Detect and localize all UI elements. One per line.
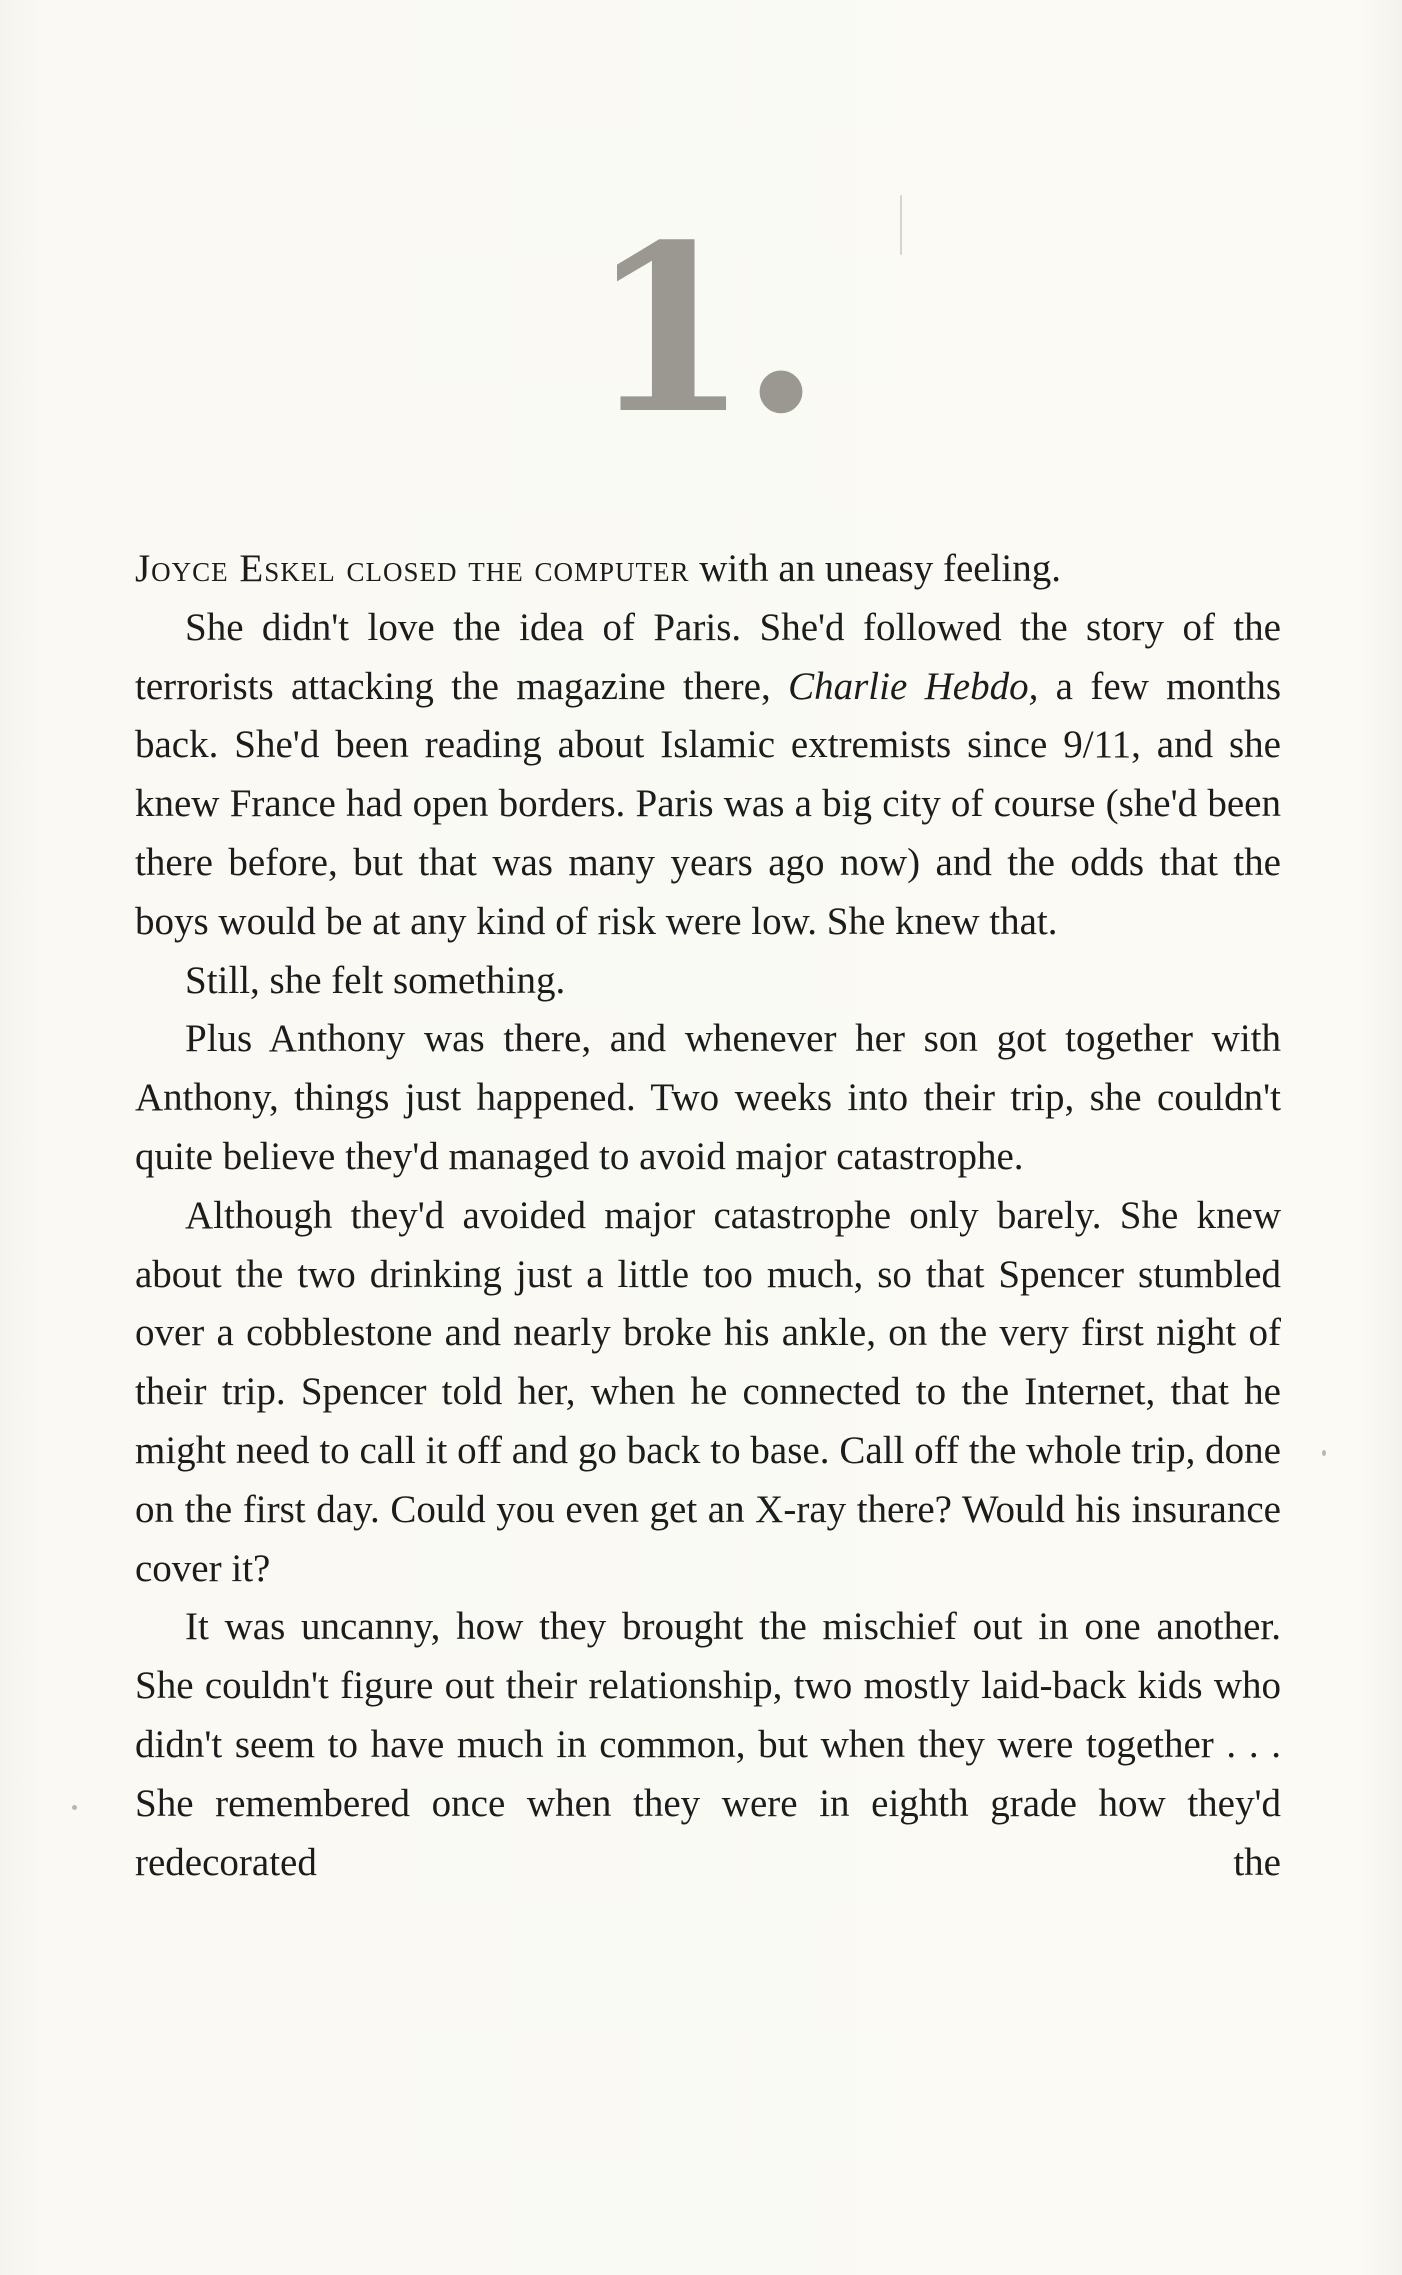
paragraph-4: Plus Anthony was there, and whenever her son got together with Anthony, things just happened. Two weeks into their trip, she couldn't quite believe they'd managed to avoid major catastrophe.: [135, 1017, 1281, 1178]
paragraph-3: Still, she felt something.: [185, 958, 566, 1002]
paragraph-6: It was uncanny, how they brought the mischief out in one another. She couldn't figure out their relationship, two mostly laid-back kids who didn't seem to have much in common, but when they were together . . . She remembered once when they were in eighth grade how they'd redecorated the: [135, 1605, 1281, 1884]
paper-speck: [900, 195, 902, 255]
magazine-title: Charlie Hebdo,: [788, 664, 1039, 708]
small-caps-lead-in: Joyce Eskel closed the computer: [135, 547, 690, 590]
paper-speck: [72, 1805, 77, 1810]
paper-speck: [1322, 1450, 1326, 1456]
chapter-body: [135, 540, 1281, 1892]
paragraph-5: Although they'd avoided major catastrophe only barely. She knew about the two drinking just a little too much, so that Spencer stumbled over a cobblestone and nearly broke his ankle, on the very first night of their trip. Spencer told her, when he connected to the Internet, that he might need to call it off and go back to base. Call off the whole trip, done on the first day. Could you even get an X-ray there? Would his insurance cover it?: [135, 1193, 1281, 1590]
chapter-number: 1.: [588, 195, 814, 465]
paragraph-1: [135, 540, 1281, 599]
paragraph-2-before: She didn't love the idea of Paris. She'd followed the story of the terrorists attacking the magazine there,: [135, 605, 1281, 708]
paragraph-2-after: a few months back. She'd been reading about Islamic extremists since 9/11, and she knew France had open borders. Paris was a big city of course (she'd been there before, but that was many years ago now) and the odds that the boys would be at any kind of risk were low. She knew that.: [135, 664, 1281, 943]
paragraph-1-text: with an uneasy feeling.: [689, 547, 1061, 590]
paragraph-2: [135, 599, 1281, 952]
